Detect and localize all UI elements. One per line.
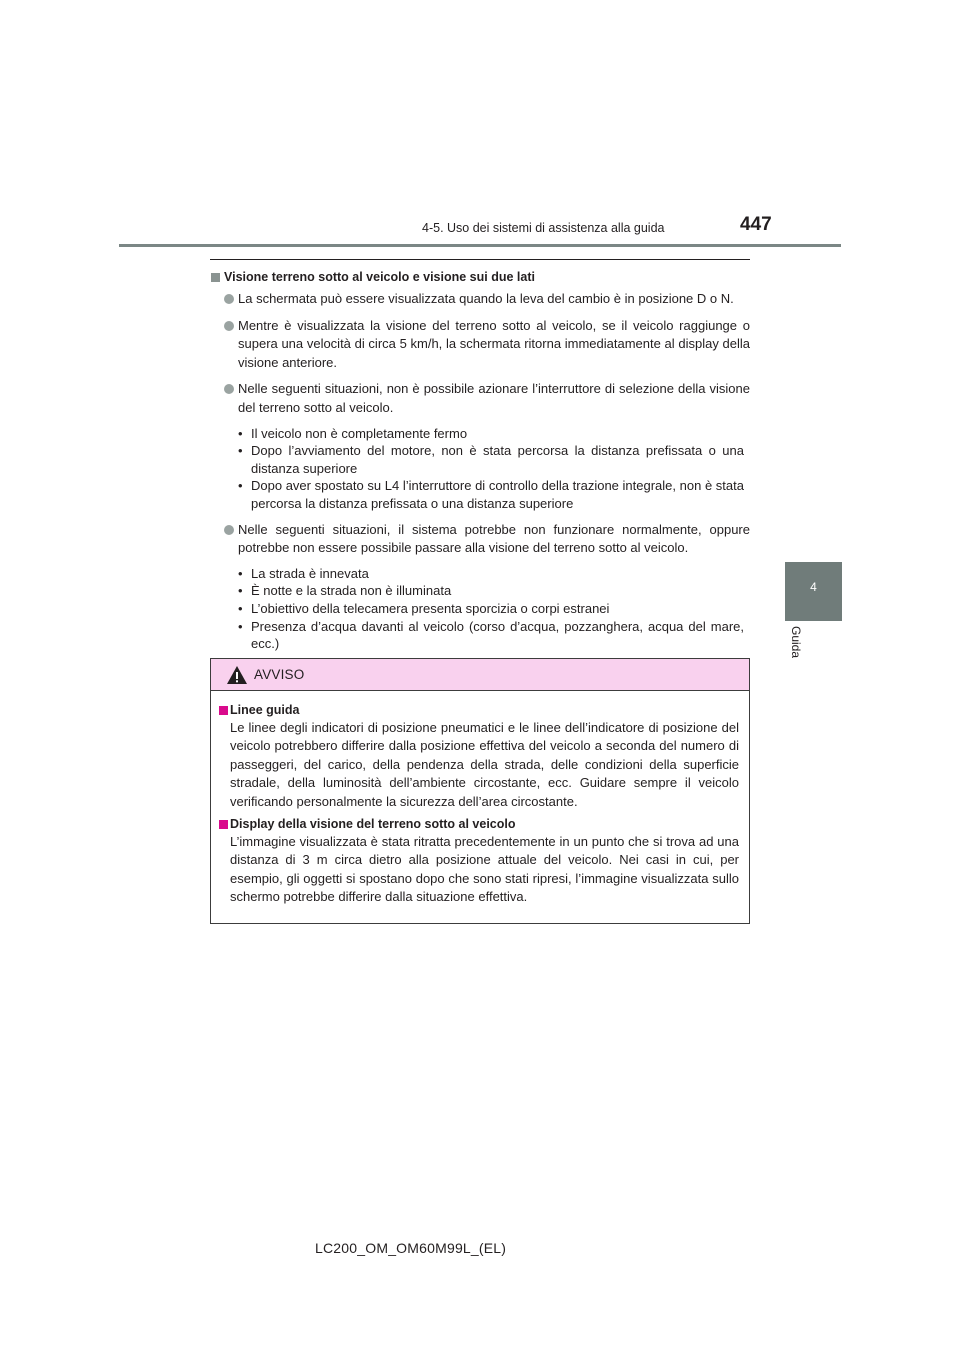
sub-list-item: • Il veicolo non è completamente fermo [238, 425, 468, 441]
warning-item-text: Le linee degli indicatori di posizione pneumatici e le linee dell’indicatore di posizione del veicolo potrebbero differire dalla posizione effettiva del veicolo a seconda del numero di passeggeri, del carico, della pendenza della strada, delle condizioni della superficie stradale, della luminosità dell’ambiente circostante, ecc. Guidare sempre il veicolo verificando personalmente la sicurezza dell’area circostante. [230, 720, 739, 809]
circle-bullet-icon [224, 321, 234, 331]
main-content [210, 259, 750, 661]
bullet-item [210, 317, 750, 373]
sub-list-item: • Presenza d’acqua davanti al veicolo (corso d’acqua, pozzanghera, acqua del mare, ecc.) [238, 618, 744, 652]
sub-list-item: • Dopo aver spostato su L4 l’interruttore di controllo della trazione integrale, non è stata percorsa la distanza prefissata o una distanza superiore [238, 478, 744, 511]
circle-bullet-icon [224, 525, 234, 535]
bullet-item [210, 290, 750, 309]
section-heading [210, 269, 750, 286]
square-marker-icon [219, 706, 228, 715]
bullet-text: La schermata può essere visualizzata quando la leva del cambio è in posizione D o N. [238, 291, 734, 306]
bullet-item [210, 521, 750, 558]
chapter-number: 4 [810, 580, 817, 594]
chapter-tab[interactable] [785, 562, 842, 621]
chapter-label: Guida [789, 626, 803, 659]
square-marker-icon [219, 820, 228, 829]
bullet-text: Nelle seguenti situazioni, il sistema potrebbe non funzionare normalmente, oppure potrebbe non essere possibile passare alla visione del terreno sotto al veicolo. [238, 521, 750, 556]
section-title: 4-5. Uso dei sistemi di assistenza alla guida [422, 221, 665, 235]
page-number: 447 [740, 214, 772, 235]
warning-title: AVVISO [254, 667, 305, 682]
circle-bullet-icon [224, 294, 234, 304]
bullet-text: Nelle seguenti situazioni, non è possibile azionare l’interruttore di selezione della visione del terreno sotto al veicolo. [238, 381, 750, 415]
square-marker-icon [211, 273, 220, 282]
warning-item-heading: Display della visione del terreno sotto al veicolo [219, 816, 739, 833]
document-code: LC200_OM_OM60M99L_(EL) [315, 1240, 507, 1256]
circle-bullet-icon [224, 384, 234, 394]
section-heading-text: Visione terreno sotto al veicolo e visione sui due lati [224, 270, 535, 284]
warning-body [211, 691, 749, 907]
warning-triangle-icon [226, 665, 248, 685]
sub-list-item: • La strada è innevata [238, 565, 369, 581]
sub-list [210, 565, 750, 653]
warning-item-heading: Linee guida [219, 702, 739, 719]
header-divider [119, 244, 841, 247]
sub-list-item: • L’obiettivo della telecamera presenta sporcizia o corpi estranei [238, 600, 610, 616]
sub-list-item: • Dopo l’avviamento del motore, non è stata percorsa la distanza prefissata o una distanza superiore [238, 443, 744, 476]
warning-item-text: L’immagine visualizzata è stata ritratta precedentemente in un punto che si trova ad una distanza di 3 m circa dietro alla posizione attuale del veicolo. Nei casi in cui, per esempio, gli oggetti si spostano dopo che sono stati ripresi, l’immagine visualizzata sullo schermo potrebbe differire dalla situazione effettiva. [230, 834, 739, 905]
sub-list [210, 425, 750, 513]
sub-list-item: • È notte e la strada non è illuminata [238, 583, 452, 599]
bullet-item [210, 380, 750, 417]
warning-box [210, 658, 750, 924]
warning-header [211, 659, 749, 691]
section-divider [210, 259, 750, 260]
bullet-text: Mentre è visualizzata la visione del terreno sotto al veicolo, se il veicolo raggiunge o supera una velocità di circa 5 km/h, la schermata ritorna immediatamente al display della visione anteriore. [238, 317, 750, 370]
